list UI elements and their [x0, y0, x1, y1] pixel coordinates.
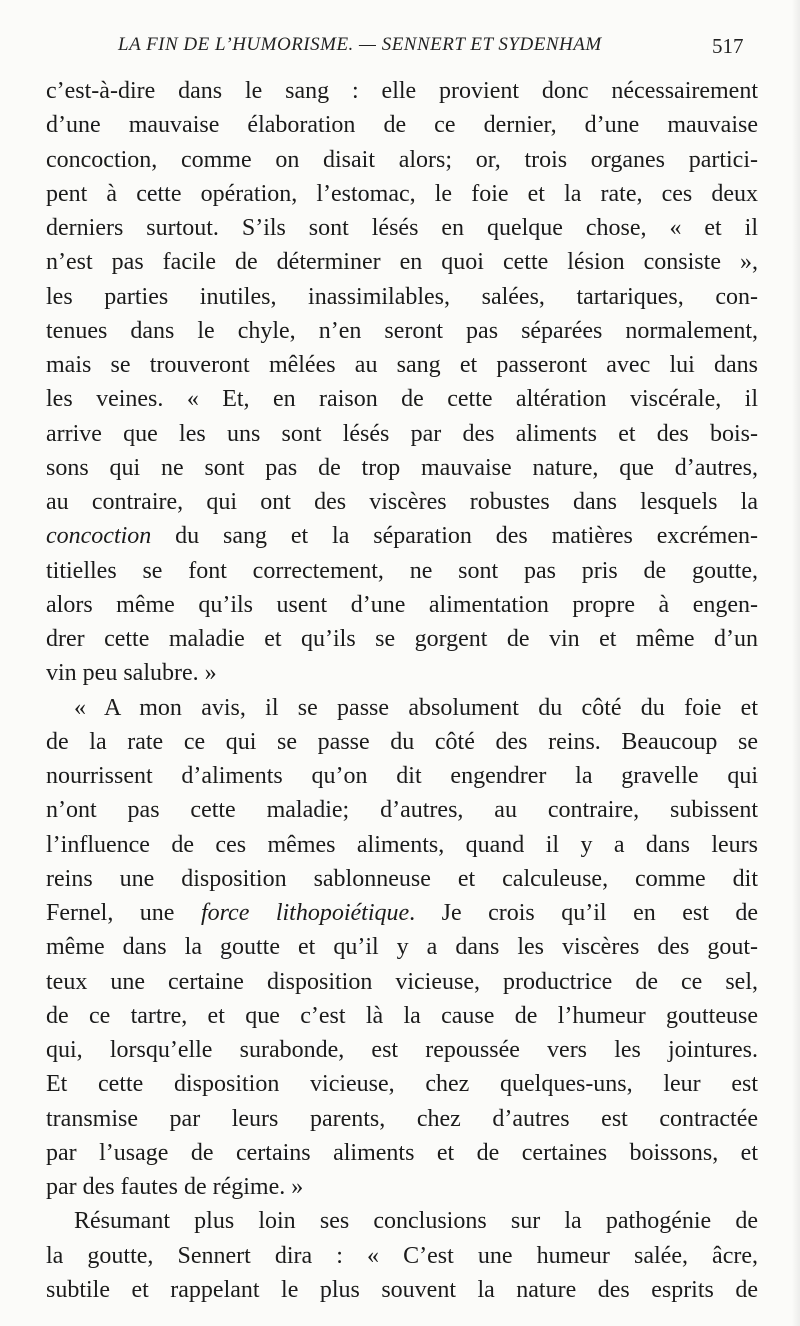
text-line: par des fautes de régime. »: [46, 1174, 304, 1200]
text-line: titielles se font correctement, ne sont pas pris de goutte,: [46, 557, 758, 584]
text-line: Et cette disposition vicieuse, chez quelques-uns, leur est: [46, 1071, 758, 1098]
text-line: « A mon avis, il se passe absolument du côté du foie et: [74, 694, 758, 721]
text-line: n’ont pas cette maladie; d’autres, au contraire, subissent: [46, 797, 758, 824]
text-line: drer cette maladie et qu’ils se gorgent de vin et même d’un: [46, 626, 758, 652]
body-text: [46, 74, 758, 1307]
text-line: qui, lorsqu’elle surabonde, est repoussée vers les jointures.: [46, 1037, 758, 1063]
text-line: Résumant plus loin ses conclusions sur la pathogénie de: [74, 1208, 758, 1235]
text-line: les parties inutiles, inassimilables, salées, tartariques, con-: [46, 283, 758, 310]
text-line: l’influence de ces mêmes aliments, quand il y a dans leurs: [46, 831, 758, 858]
italic-term: force lithopoiétique: [200, 900, 410, 926]
text-line: de ce tartre, et que c’est là la cause de l’humeur goutteuse: [46, 1002, 758, 1029]
text-line: la goutte, Sennert dira : « C’est une humeur salée, âcre,: [46, 1242, 758, 1269]
text-line: c’est-à-dire dans le sang : elle provient donc nécessairement: [46, 78, 758, 104]
text-line: de la rate ce qui se passe du côté des reins. Beaucoup se: [46, 728, 758, 755]
text-line: transmise par leurs parents, chez d’autres est contractée: [46, 1105, 758, 1132]
text-line: tenues dans le chyle, n’en seront pas séparées normalement,: [46, 317, 758, 344]
text-line: mais se trouveront mêlées au sang et passeront avec lui dans: [46, 352, 758, 378]
running-title: LA FIN DE L’HUMORISME. — SENNERT ET SYDENHAM: [118, 34, 602, 55]
text-line: subtile et rappelant le plus souvent la nature des esprits de: [46, 1276, 758, 1303]
text-line: arrive que les uns sont lésés par des aliments et des bois-: [46, 420, 758, 447]
text-line: au contraire, qui ont des viscères robustes dans lesquels la: [46, 489, 758, 515]
text-line: teux une certaine disposition vicieuse, productrice de ce sel,: [46, 968, 758, 995]
text-line: sons qui ne sont pas de trop mauvaise nature, que d’autres,: [46, 454, 758, 481]
text-line: reins une disposition sablonneuse et calculeuse, comme dit: [46, 865, 758, 892]
text-line: vin peu salubre. »: [46, 660, 217, 687]
italic-term: concoction: [46, 523, 152, 550]
text-line: concoction, comme on disait alors; or, trois organes partici-: [46, 146, 758, 173]
text-line: même dans la goutte et qu’il y a dans les viscères des gout-: [46, 934, 758, 961]
text-line: d’une mauvaise élaboration de ce dernier, d’une mauvaise: [46, 112, 758, 139]
text-segment: Fernel, une: [46, 900, 201, 926]
text-line: [46, 519, 758, 553]
text-line: par l’usage de certains aliments et de certaines boissons, et: [46, 1139, 758, 1166]
text-line: alors même qu’ils usent d’une alimentation propre à engen-: [46, 591, 758, 618]
page-edge-shadow: [792, 0, 800, 1326]
text-line: nourrissent d’aliments qu’on dit engendrer la gravelle qui: [46, 763, 758, 789]
text-line: derniers surtout. S’ils sont lésés en quelque chose, « et il: [46, 215, 758, 241]
text-line: pent à cette opération, l’estomac, le foie et la rate, ces deux: [46, 180, 758, 207]
text-segment: du sang et la séparation des matières excrémen-: [151, 523, 758, 550]
text-segment: . Je crois qu’il en est de: [409, 900, 758, 926]
text-line: n’est pas facile de déterminer en quoi cette lésion consiste »,: [46, 249, 758, 276]
text-line: [46, 896, 758, 930]
text-line: les veines. « Et, en raison de cette altération viscérale, il: [46, 386, 758, 413]
page-number: 517: [712, 34, 744, 58]
